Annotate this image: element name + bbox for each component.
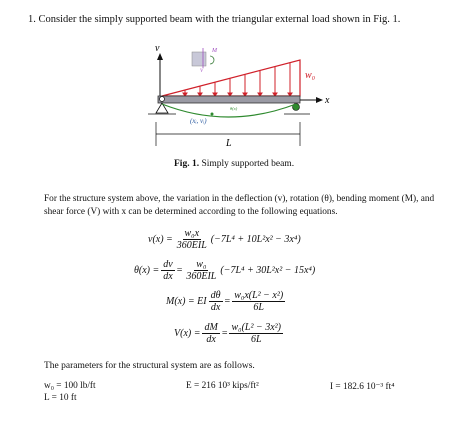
- figure-caption-bold: Fig. 1.: [174, 159, 200, 169]
- moment-label: M: [212, 48, 217, 54]
- eq-m-lhs: M(x) = EI: [166, 296, 207, 307]
- length-label: L: [226, 138, 232, 149]
- v-axis-arrow: [157, 53, 163, 60]
- x-axis-arrow: [316, 97, 323, 103]
- eq-theta-frac1: $\frac{dv}{dx}$: [163, 259, 173, 282]
- shear-label: V: [200, 69, 204, 74]
- figure-caption-text: Simply supported beam.: [199, 159, 295, 169]
- eq-m-frac2: $\frac{\text{w₀x(L² − x²)}}{6L}$: [234, 290, 284, 313]
- eq-theta-frac2: $\frac{\text{w₀}}{\text{360EIL}}$: [186, 259, 217, 282]
- eq-theta-rhs: (−7L⁴ + 30L²x² − 15x⁴): [220, 265, 316, 276]
- param-i: I = 182.6 10⁻³ ft⁴: [330, 382, 395, 392]
- eq-m-frac1: $\frac{d\theta}{dx}$: [210, 290, 221, 313]
- figure-caption: [174, 159, 294, 169]
- x-axis-label: x: [325, 95, 330, 106]
- param-l: L = 10 ft: [44, 393, 77, 403]
- v-axis-label: v: [155, 43, 160, 54]
- eq-theta-eq: =: [176, 265, 183, 276]
- eq-shear-frac2: $\frac{\text{w₀(L² − 3x²)}}{6L}$: [231, 322, 282, 345]
- eq-shear-frac1: $\frac{dM}{dx}$: [204, 322, 218, 345]
- pin-left: [160, 97, 165, 102]
- eq-v-rhs: (−7L⁴ + 10L²x² − 3x⁴): [210, 234, 301, 245]
- eq-shear-lhs: V(x) =: [174, 328, 201, 339]
- eq-v-lhs: v(x) =: [148, 234, 173, 245]
- param-e: E = 216 10³ kips/ft²: [186, 381, 259, 391]
- equation-m: [166, 290, 287, 313]
- eq-v-frac: $\frac{\text{w₀x}}{\text{360EIL}}$: [176, 228, 207, 251]
- point-label: (xᵢ, vᵢ): [190, 117, 207, 125]
- beam: [158, 96, 300, 103]
- curve-point: [211, 113, 214, 116]
- beam-figure: [140, 38, 340, 156]
- load-arrows: [183, 63, 292, 96]
- eq-m-eq: =: [224, 296, 231, 307]
- param-w0: w₀ = 100 lb/ft: [44, 381, 96, 391]
- eq-shear-eq: =: [221, 328, 228, 339]
- w0-label: w₀: [305, 70, 316, 81]
- deflection-curve: [162, 104, 296, 117]
- equation-theta: [134, 259, 315, 282]
- equation-shear: [174, 322, 285, 345]
- description-paragraph: For the structure system above, the variation in the deflection (v), rotation (θ), bending moment (M), and shear force (V) with x can be determined according to the following equations.: [44, 194, 435, 217]
- theta-label: θ(x): [230, 106, 238, 111]
- eq-theta-lhs: θ(x) =: [134, 265, 160, 276]
- parameters-intro: The parameters for the structural system are as follows.: [44, 361, 255, 371]
- equation-v: [148, 228, 301, 251]
- triangular-load: [162, 60, 300, 96]
- moment-arrow: [210, 56, 214, 64]
- element-block: [192, 52, 206, 66]
- question-title: 1. Consider the simply supported beam with the triangular external load shown in Fig. 1.: [28, 14, 401, 25]
